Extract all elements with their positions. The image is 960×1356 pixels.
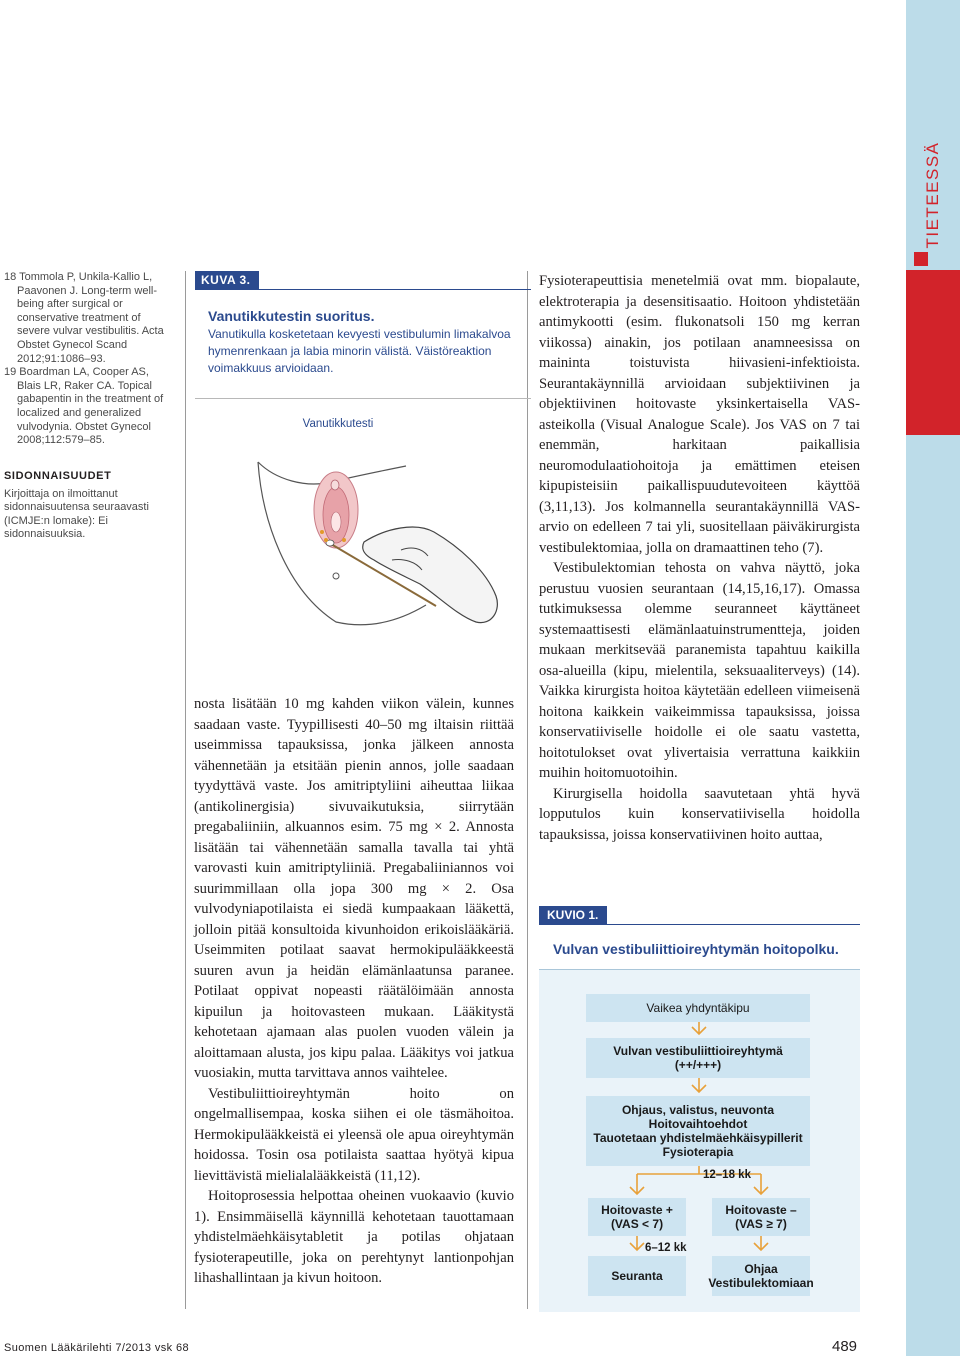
figure3-illustration xyxy=(196,400,532,672)
body-paragraph: Fysioterapeuttisia menetelmiä ovat mm. biopalaute, elektroterapia ja desensitisaatio. Hoitoon yhdistetään antimykootti (esim. flukonatsoli 150 mg kerran viikossa) ainakin, jos potilaan anamneesissa on maininta toistuvista hiivasieni-infektioista. Seurantakäynnillä arvioidaan subjektiivinen ja objektiivinen hoitovaste yksinkertaisella VAS-asteikolla (Visual Analogue Scale). Jos VAS on 7 tai enemmän, harkitaan paikallisia neuromodulaatiohoitoja ja emättimen eteisen kipupisteisiin paikallispuudutevoiteen käyttöä (3,11,13). Jos kolmannella seurantakäynnillä VAS-arvio on edelleen 7 tai yli, suositellaan päiväkirurgista vestibulektomiaa, jolla on dramaattinen teho (7). xyxy=(539,273,860,556)
disclosure-text: Kirjoittaja on ilmoittanut sidonnaisuutensa seuraavasti (ICMJE:n lomake): Ei sidonnaisuuksia. xyxy=(4,487,149,541)
diagram-box-response-positive: Hoitovaste + (VAS < 7) xyxy=(588,1198,686,1236)
diagram-tag: KUVIO 1. xyxy=(539,906,607,924)
body-paragraph: Vestibulektomian tehosta on vahva näyttö, joka perustuu vuosien seurantaan (14,15,16,17). Omassa tutkimuksessa olemme seuranneet käyttäneet systemaattisesti elämänlaatuinstrumentteja, joiden mukaan merkitsevää paranemista tapahtuu kaikilla osa-alueilla (kipu, mielentila, seksuaaliterveys) (14). Vaikka kirurgista hoitoa käytetään edelleen viimeisenä hoitona kaikkein vaikeimmissa tapauksissa, joissa konservatiiviselle hoidolle ei ole saatu vastetta, hoitotulokset ovat ylivertaisia verrattuna kaikkiin muihin hoitomuotoihin. xyxy=(539,560,860,781)
arrow-down-icon xyxy=(692,1078,706,1092)
disclosure-heading: SIDONNAISUUDET xyxy=(4,470,112,482)
journal-footer: Suomen Lääkärilehti 7/2013 vsk 68 xyxy=(4,1342,190,1354)
reference-list xyxy=(4,271,174,448)
body-paragraph: nosta lisätään 10 mg kahden viikon välein, kunnes saadaan vaste. Tyypillisesti 40–50 mg iltaisin riittää useimmissa tapauksissa, jonka jälkeen annosta vähennetään ja etsitään pienin annos, jolle saadaan tyydyttävä vaste. Jos amitriptyliini aiheuttaa liikaa (antikolinergisia) sivuvaikutuksia, siirrytään pregabaliiniin, alkuannos esim. 75 mg × 2. Annosta lisätään tai vähennetään samalla tavalla tai yhtä varovasti kuin amitriptyliiniä. Pregabaliiniannos voi suurimmillaan olla jopa 300 mg × 2. Osa vulvodyniapotilaista ei siedä kumpaakaan lääkettä, jolloin pitää konsultoida kivunhoidon erikoislääkäriä. Useimmiten potilaat saavat hermokipulääkkeestä suuren avun ja heidän elämänlaatunsa paranee. Potilaat oppivat nopeasti räätälöimään annosta kipuilun ja hoitovasteen mukaan. Lääkitystä kehotetaan ajamaan alas puolen vuoden välein ja aloittamaan alusta, jos kipu palaa. Lääkitys voi jatkua vuosiakin, mutta tarvittava annos vaihtelee. xyxy=(194,696,514,1081)
section-square-icon xyxy=(914,252,928,266)
figure3-separator xyxy=(195,398,531,399)
body-paragraph: Kirurgisella hoidolla saavutetaan yhtä hyvä lopputulos kuin konservatiivisella hoidolla tapauksissa, joissa konservatiivinen hoito auttaa, xyxy=(539,785,860,843)
section-red-block xyxy=(906,270,960,435)
body-paragraph: Hoitoprosessia helpottaa oheinen vuokaavio (kuvio 1). Ensimmäisellä käynnillä kehotetaan tauottamaan yhdistelmäehkäisytabletit ja potilas ohjataan fysioterapeutille, joka on perehtynyt lantionpohjan lihashallintaan ja kivun hoitoon. xyxy=(194,1188,514,1286)
figure3-tag-rule xyxy=(195,289,531,290)
diagram-box-diagnosis: Vulvan vestibuliittioireyhtymä (++/+++) xyxy=(586,1038,810,1078)
diagram-interval-label: 12–18 kk xyxy=(703,1169,751,1181)
diagram-box-response-negative: Hoitovaste – (VAS ≥ 7) xyxy=(712,1198,810,1236)
arrow-down-icon xyxy=(692,1022,706,1034)
figure3-tag: KUVA 3. xyxy=(195,271,535,289)
body-text-right xyxy=(539,271,860,845)
figure3-label: Vanutikkutesti xyxy=(302,418,374,430)
body-paragraph: Vestibuliittioireyhtymän hoito on ongelmallisempaa, koska siihen ei ole täsmähoitoa. Hermokipulääkkeistä ei yleensä ole apua oireyhtymän hoidossa. Tosin osa potilaista saattaa hyötyä kipua lievittävistä mielialalääkkeistä (11,12). xyxy=(194,1085,514,1184)
diagram-box-surgery: Ohjaa Vestibulektomiaan xyxy=(712,1256,810,1296)
diagram-panel xyxy=(539,970,860,1312)
disclosure-box xyxy=(4,470,179,542)
diagram-box-treatment: Ohjaus, valistus, neuvonta Hoitovaihtoehdot Tauotetaan yhdistelmäehkäisypillerit Fysioterapia xyxy=(586,1096,810,1166)
arrow-down-icon xyxy=(754,1236,768,1250)
figure3-title: Vanutikkutestin suoritus. xyxy=(208,308,375,324)
body-text-middle xyxy=(194,694,514,1289)
figure3-caption: Vanutikulla kosketetaan kevyesti vestibulumin limakalvoa hymenrenkaan ja labia minorin välistä. Väistöreaktion voimakkuus arvioidaan. xyxy=(208,327,511,375)
diagram-title: Vulvan vestibuliittioireyhtymän hoitopolku. xyxy=(553,941,839,957)
section-label: TIETEESSÄ xyxy=(923,141,942,249)
page-number: 489 xyxy=(832,1338,858,1355)
reference-19: 19 Boardman LA, Cooper AS, Blais LR, Raker CA. Topical gabapentin in the treatment of localized and generalized vulvodynia. Obstet Gynecol 2008;112:579–85. xyxy=(4,366,164,447)
arrow-down-icon xyxy=(630,1236,644,1250)
diagram-box-severe-pain: Vaikea yhdyntäkipu xyxy=(586,994,810,1022)
diagram-interval-label: 6–12 kk xyxy=(645,1242,687,1254)
reference-18: 18 Tommola P, Unkila-Kallio L, Paavonen J. Long-term well-being after surgical or conservative treatment of severe vulvar vestibulitis. Acta Obstet Gynecol Scand 2012;91:1086–93. xyxy=(4,271,164,365)
column-rule-left xyxy=(185,271,186,1309)
diagram-box-followup: Seuranta xyxy=(588,1256,686,1296)
diagram-tag-rule xyxy=(539,924,860,925)
